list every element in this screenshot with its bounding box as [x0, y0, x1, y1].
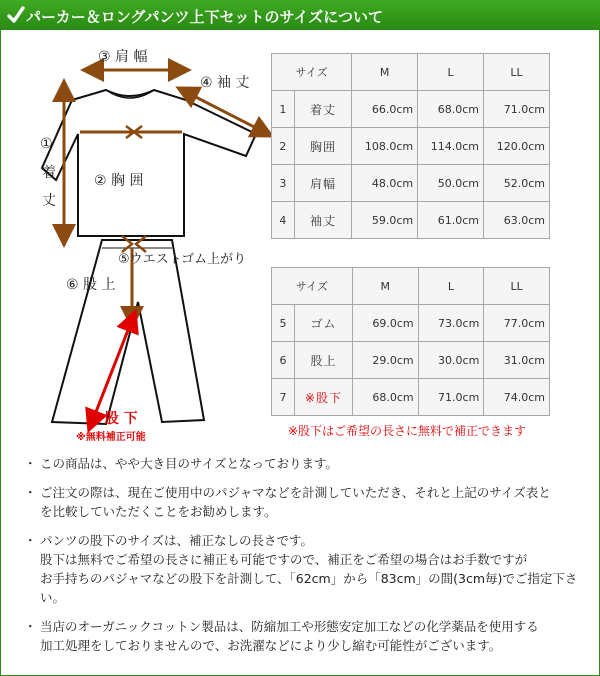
bullet: ・ [24, 619, 37, 634]
row-number: 5 [272, 305, 295, 342]
note-line: お手持ちのパジャマなどの股下を計測して、「62cm」から「83cm」の間(3cm毎)でご指定下さ [40, 571, 578, 586]
length-num-label: ① [40, 136, 53, 152]
bullet: ・ [24, 533, 37, 548]
list-item [20, 454, 590, 473]
table-header-size: サイズ [272, 268, 353, 305]
note-line: 股下は無料でご希望の長さに補正も可能ですので、補正をご希望の場合はお手数ですが [40, 552, 528, 567]
table-row [272, 91, 550, 128]
cell-m: 68.0cm [352, 379, 418, 416]
note-line: ご注文の際は、現在ご使用中のパジャマなどを計測していただき、それと上記のサイズ表と [40, 485, 551, 500]
length-label-2: 丈 [42, 193, 56, 209]
row-label: 肩幅 [294, 165, 351, 202]
table-row [272, 128, 550, 165]
table-header-row [272, 268, 550, 305]
checkmark-icon [6, 4, 26, 26]
chest-label: ② 胸 囲 [94, 173, 144, 189]
cell-l: 30.0cm [418, 342, 484, 379]
cell-ll: 71.0cm [484, 91, 550, 128]
inseam-label: ⑦ 股 下 [88, 411, 138, 427]
row-number: 6 [272, 342, 295, 379]
note-line: 加工処理をしておりませんので、お洗濯などにより少し縮む可能性がございます。 [40, 638, 502, 653]
bullet: ・ [24, 456, 37, 471]
note-line: を比較していただくことをお勧めします。 [40, 504, 277, 519]
note-line: この商品は、やや大き目のサイズとなっております。 [40, 456, 339, 471]
table-header-row [272, 54, 550, 91]
note-line: 当店のオーガニックコットン製品は、防縮加工や形態安定加工などの化学薬品を使用する [40, 619, 539, 634]
cell-l: 50.0cm [418, 165, 484, 202]
cell-ll: 74.0cm [484, 379, 550, 416]
table-header-m: M [352, 54, 418, 91]
inseam-note: ※無料補正可能 [76, 432, 146, 443]
row-number: 2 [272, 128, 295, 165]
cell-ll: 120.0cm [484, 128, 550, 165]
table-header-size: サイズ [272, 54, 352, 91]
table-row [272, 342, 550, 379]
row-number: 7 [272, 379, 295, 416]
row-label: 着丈 [294, 91, 351, 128]
section-title: パーカー＆ロングパンツ上下セットのサイズについて [26, 8, 384, 26]
size-diagram [20, 40, 280, 450]
cell-m: 69.0cm [352, 305, 418, 342]
garment-illustration [20, 40, 280, 450]
note-line: い。 [40, 590, 66, 605]
cell-m: 59.0cm [352, 202, 418, 239]
row-number: 3 [272, 165, 295, 202]
top-size-table [271, 53, 550, 239]
note-line: パンツの股下のサイズは、補正なしの長さです。 [40, 533, 314, 548]
row-number: 4 [272, 202, 295, 239]
cell-ll: 77.0cm [484, 305, 550, 342]
cell-l: 114.0cm [418, 128, 484, 165]
table-row [272, 305, 550, 342]
bottom-size-table [271, 267, 550, 416]
row-label: 股上 [294, 342, 352, 379]
bullet: ・ [24, 485, 37, 500]
list-item [20, 617, 590, 655]
shoulder-label: ③ 肩 幅 [98, 49, 148, 65]
row-label: ゴム [294, 305, 352, 342]
table-header-m: M [352, 268, 418, 305]
cell-m: 108.0cm [352, 128, 418, 165]
cell-l: 68.0cm [418, 91, 484, 128]
section-header [0, 0, 600, 30]
list-item [20, 483, 590, 521]
cell-m: 29.0cm [352, 342, 418, 379]
cell-m: 48.0cm [352, 165, 418, 202]
notes-list [20, 448, 590, 662]
table-header-ll: LL [484, 268, 550, 305]
cell-ll: 31.0cm [484, 342, 550, 379]
table-header-l: L [418, 268, 484, 305]
sleeve-label: ④ 袖 丈 [200, 75, 250, 91]
length-label-1: 着 [42, 165, 56, 181]
cell-l: 71.0cm [418, 379, 484, 416]
cell-ll: 63.0cm [484, 202, 550, 239]
inseam-correction-note: ※股下はご希望の長さに無料で補正できます [288, 424, 527, 438]
waist-label: ⑤ウエストゴム上がり [118, 252, 247, 267]
table-header-ll: LL [484, 54, 550, 91]
cell-l: 73.0cm [418, 305, 484, 342]
cell-ll: 52.0cm [484, 165, 550, 202]
row-label: 袖丈 [294, 202, 351, 239]
table-row [272, 165, 550, 202]
list-item [20, 531, 590, 607]
table-header-l: L [418, 54, 484, 91]
row-label: ※股下 [294, 379, 352, 416]
cell-l: 61.0cm [418, 202, 484, 239]
row-number: 1 [272, 91, 295, 128]
table-row [272, 202, 550, 239]
table-row [272, 379, 550, 416]
row-label: 胸囲 [294, 128, 351, 165]
rise-label: ⑥ 股 上 [66, 277, 116, 293]
cell-m: 66.0cm [352, 91, 418, 128]
